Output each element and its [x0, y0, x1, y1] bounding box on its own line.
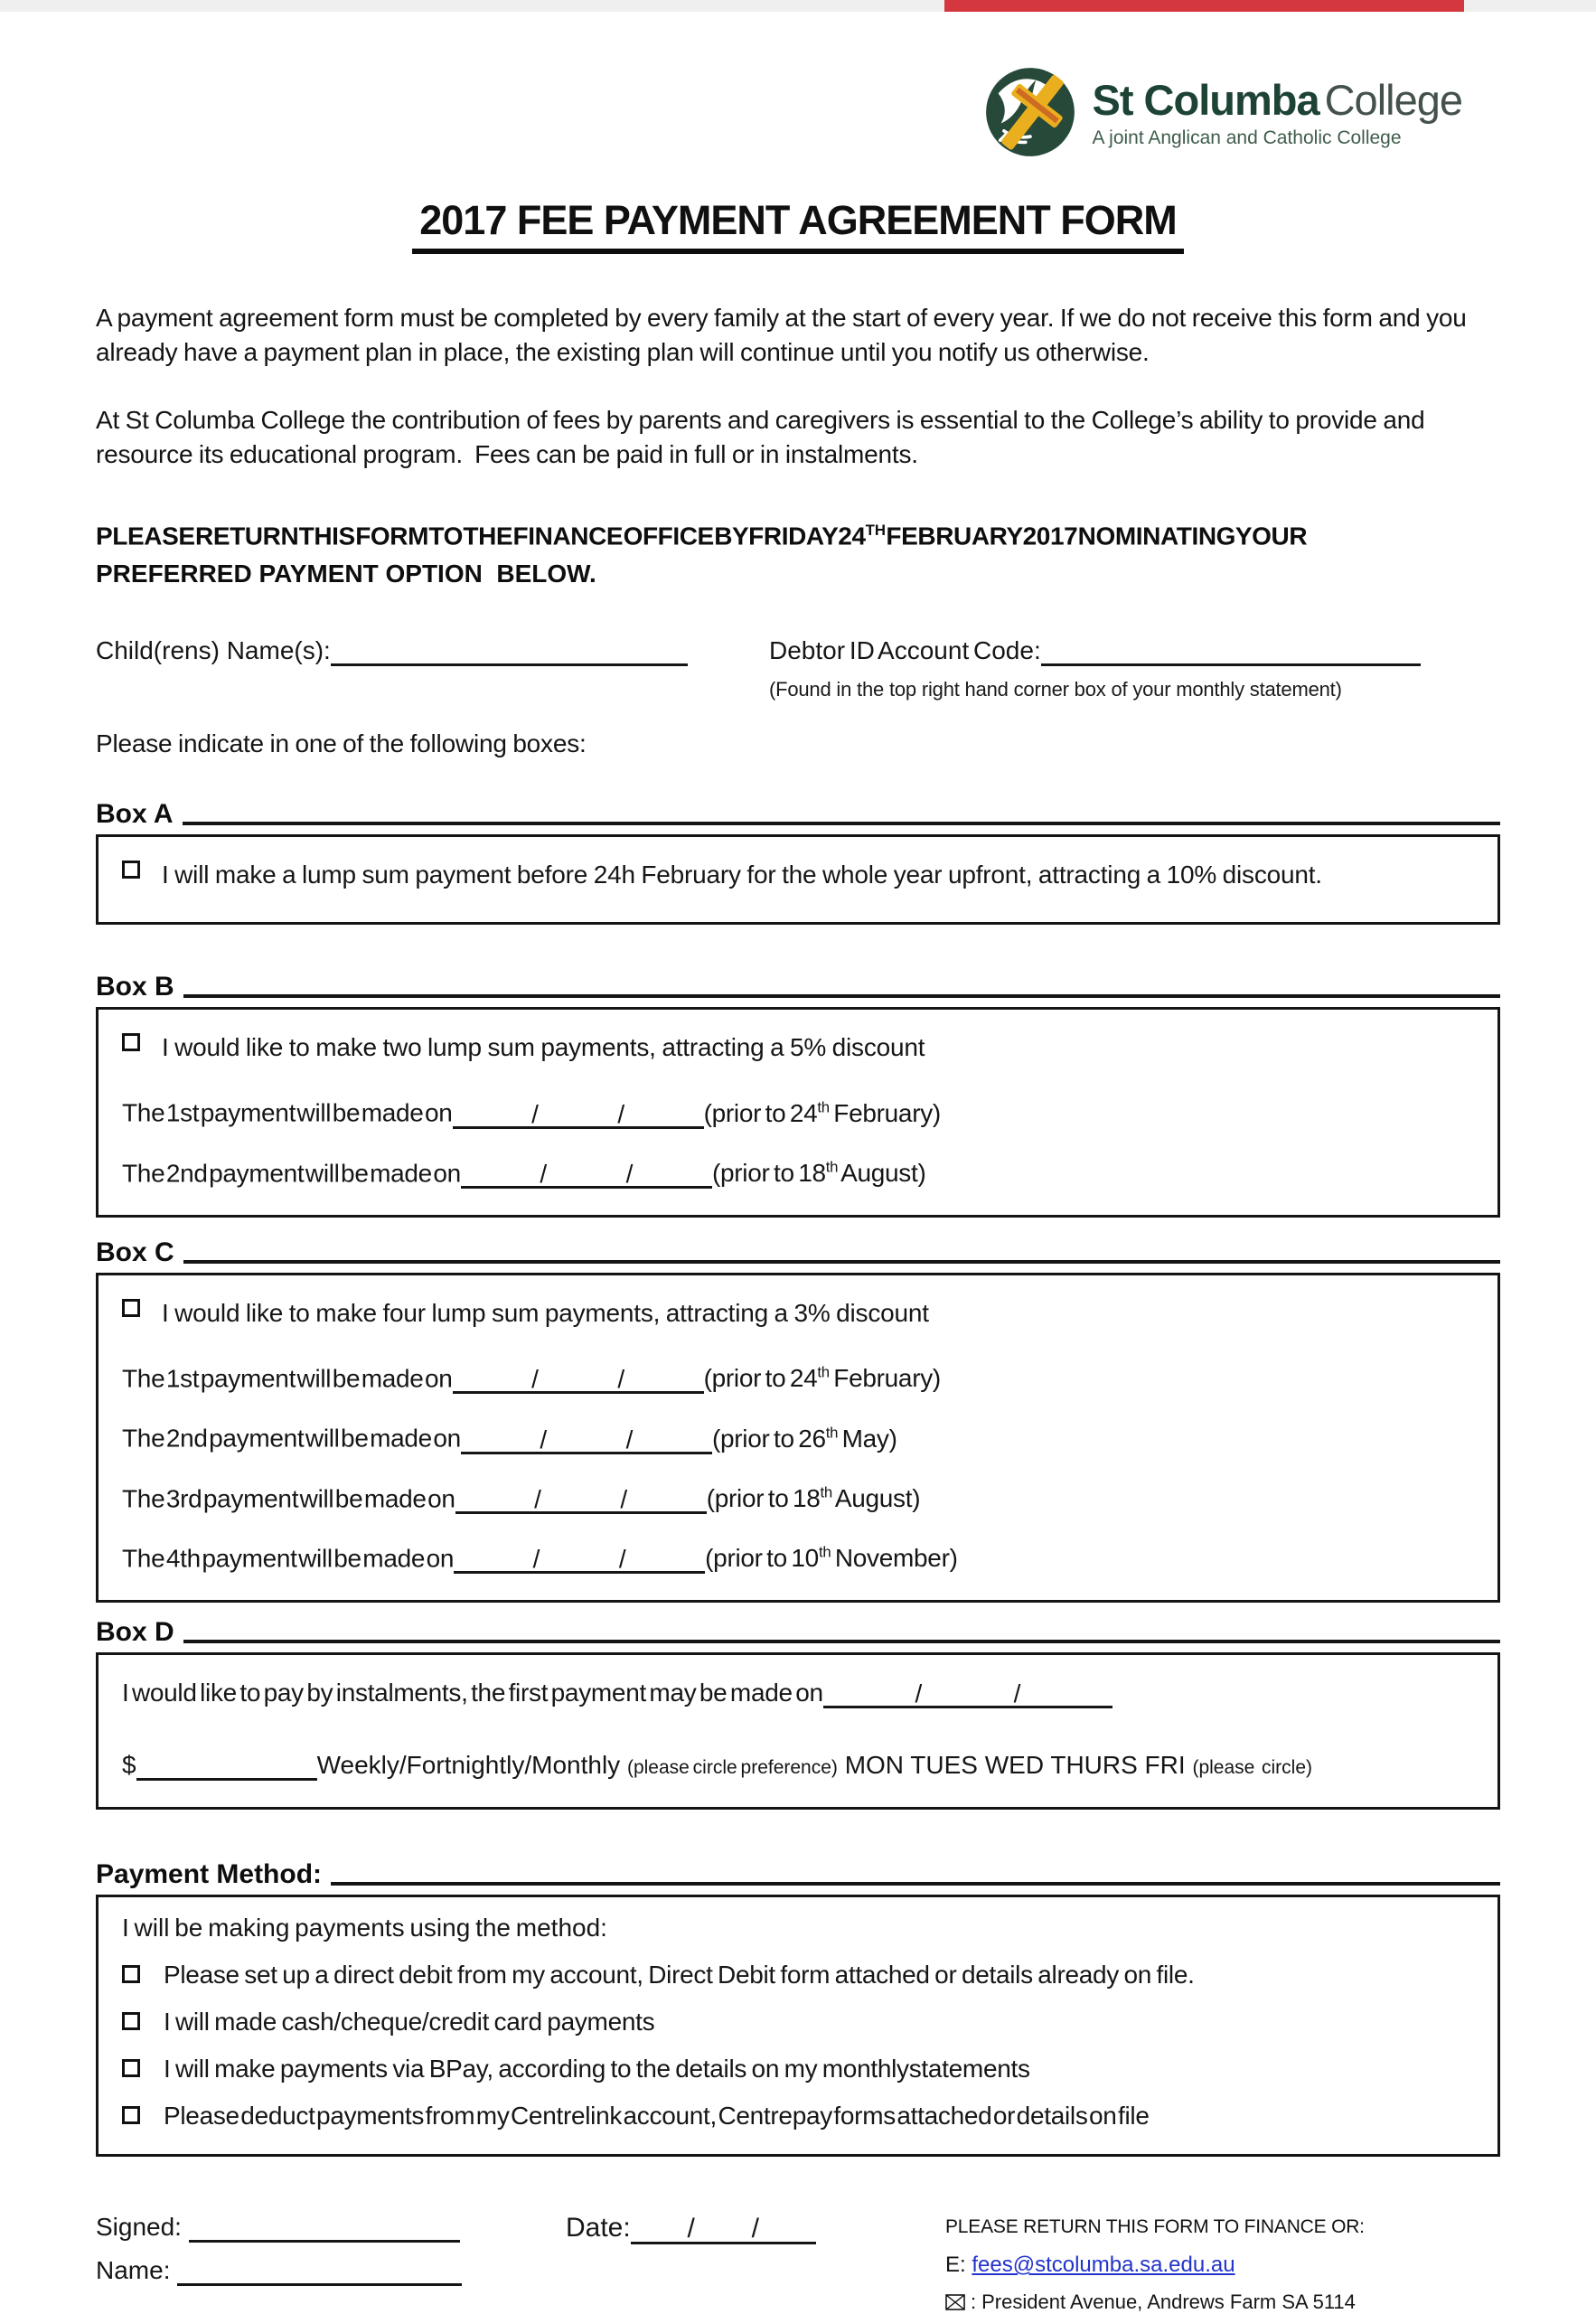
- circle-preference-note: (please circle preference): [626, 1757, 838, 1779]
- signature-section: [96, 2213, 1500, 2314]
- payment-method-box: [96, 1895, 1500, 2157]
- payment-row: The 1st payment will be made on / / (prior to 24th February): [122, 1363, 941, 1394]
- intro-paragraph-1: A payment agreement form must be completed by every family at the start of every year. If we do not receive this form and you already have a payment plan in place, the existing plan will continue until you notify us otherwise.: [96, 304, 1467, 366]
- box-a-option: I will make a lump sum payment before 24h February for the whole year upfront, attracting a 10% discount.: [162, 861, 1322, 889]
- box-b-heading: Box B: [96, 972, 1500, 1002]
- email-link[interactable]: fees@stcolumba.sa.edu.au: [972, 2253, 1235, 2278]
- intro-paragraph-2: At St Columba College the contribution of fees by parents and caregivers is essential to the College’s ability to provide and resource its educational program. Fees can be paid in full or in instalments.: [96, 406, 1425, 468]
- college-logo-icon: [983, 65, 1077, 159]
- prior-note: (prior to 18th August): [711, 1158, 926, 1187]
- date-row: [566, 2213, 945, 2314]
- date-field[interactable]: / /: [455, 1486, 707, 1514]
- heading-rule: [331, 1882, 1500, 1886]
- payment-method-option: [122, 2008, 1474, 2037]
- pm-option-label: I will make payments via BPay, according to the details on my monthlystatements: [164, 2055, 1030, 2084]
- return-note: PLEASE RETURN THIS FORM TO FINANCE OR:: [945, 2216, 1365, 2238]
- heading-rule: [183, 1640, 1500, 1643]
- payment-method-option: [122, 2102, 1474, 2131]
- heading-rule: [183, 822, 1500, 825]
- address-text: President Avenue, Andrews Farm SA 5114: [981, 2290, 1356, 2314]
- payment-row: The 2nd payment will be made on / / (prior to 26th May): [122, 1424, 897, 1453]
- box-c-checkbox[interactable]: [122, 1299, 140, 1317]
- payment-method-heading: Payment Method:: [96, 1859, 1500, 1890]
- frequency-options[interactable]: Weekly/Fortnightly/Monthly: [316, 1751, 621, 1780]
- dollar-sign: $: [122, 1751, 136, 1780]
- debtor-id-label: Debtor ID Account Code:: [769, 636, 1041, 665]
- indicate-instruction: Please indicate in one of the following boxes:: [96, 729, 587, 758]
- centrepay-checkbox[interactable]: [122, 2106, 140, 2124]
- address-prefix: :: [971, 2290, 977, 2314]
- payment-row: The 4th payment will be made on / / (prior to 10th November): [122, 1543, 958, 1574]
- payment-method-option: [122, 1961, 1474, 1989]
- email-row: [945, 2253, 1500, 2278]
- date-label: Date:: [566, 2213, 631, 2243]
- prior-note: (prior to 24th February): [703, 1098, 941, 1127]
- college-name: St Columba College: [1092, 76, 1462, 124]
- bpay-checkbox[interactable]: [122, 2059, 140, 2077]
- date-field[interactable]: / /: [631, 2215, 816, 2244]
- college-logo: [983, 65, 1462, 159]
- payment-row: The 2nd payment will be made on / / (prior to 18th August): [122, 1158, 926, 1188]
- header: [96, 0, 1500, 159]
- date-field[interactable]: / /: [453, 1101, 704, 1129]
- name-label: Name:: [96, 2256, 171, 2285]
- top-red-bar: [944, 0, 1464, 12]
- days-options[interactable]: MON TUES WED THURS FRI: [844, 1751, 1186, 1780]
- box-a-heading: Box A: [96, 799, 1500, 830]
- signature-field[interactable]: [189, 2216, 460, 2243]
- college-logo-text: [1092, 75, 1462, 149]
- prior-note: (prior to 10th November): [705, 1543, 958, 1573]
- payment-method-option: [122, 2055, 1474, 2084]
- prior-note: (prior to 18th August): [706, 1483, 921, 1512]
- prior-note: (prior to 26th May): [711, 1424, 897, 1453]
- pm-option-label: Please deduct payments from my Centrelink account, Centrepay forms attached or details on file: [164, 2102, 1150, 2131]
- date-field[interactable]: / /: [823, 1681, 1113, 1709]
- circle-note: (please circle): [1192, 1757, 1312, 1779]
- payment-method-intro: I will be making payments using the method:: [122, 1914, 607, 1942]
- box-c-heading: Box C: [96, 1237, 1500, 1268]
- prior-note: (prior to 24th February): [703, 1363, 941, 1393]
- date-field[interactable]: / /: [453, 1367, 704, 1395]
- signed-row: [96, 2213, 566, 2242]
- box-a: [96, 834, 1500, 925]
- cash-cheque-checkbox[interactable]: [122, 2012, 140, 2030]
- box-b-checkbox[interactable]: [122, 1033, 140, 1051]
- debtor-note: (Found in the top right hand corner box of your monthly statement): [769, 678, 1342, 701]
- scan-edge-strip: [0, 0, 1596, 12]
- envelope-icon: [945, 2294, 965, 2310]
- pm-option-label: Please set up a direct debit from my account, Direct Debit form attached or details already on file.: [164, 1961, 1195, 1989]
- direct-debit-checkbox[interactable]: [122, 1965, 140, 1983]
- heading-rule: [183, 1260, 1500, 1264]
- box-b: [96, 1007, 1500, 1218]
- address-row: [945, 2290, 1500, 2314]
- date-field[interactable]: / /: [461, 1161, 712, 1189]
- name-field[interactable]: [177, 2260, 462, 2286]
- box-c-option: I would like to make four lump sum payments, attracting a 3% discount: [162, 1298, 929, 1327]
- child-names-label: Child(rens) Name(s):: [96, 636, 331, 665]
- payment-row: The 3rd payment will be made on / / (prior to 18th August): [122, 1483, 921, 1513]
- return-notice: PLEASE RETURN THIS FORM TO THE FINANCE OFFICE BY FRIDAY 24TH FEBRUARY 2017 NOMINATING YOUR PREFERRED PAYMENT OPTION BELOW.: [96, 522, 1308, 588]
- date-field[interactable]: / /: [454, 1547, 705, 1575]
- email-prefix: E:: [945, 2253, 966, 2278]
- debtor-id-field[interactable]: [1041, 640, 1421, 666]
- college-tagline: A joint Anglican and Catholic College: [1092, 127, 1402, 148]
- instalments-line: I would like to pay by instalments, the first payment may be made on / /: [122, 1679, 1474, 1707]
- signed-label: Signed:: [96, 2213, 182, 2242]
- amount-line: [122, 1751, 1474, 1780]
- date-field[interactable]: / /: [461, 1426, 712, 1454]
- payment-row: The 1st payment will be made on / / (prior to 24th February): [122, 1098, 941, 1128]
- amount-field[interactable]: [136, 1754, 317, 1781]
- box-c: [96, 1273, 1500, 1603]
- name-row: [96, 2256, 566, 2285]
- child-names-field[interactable]: [331, 640, 688, 666]
- box-a-checkbox[interactable]: [122, 861, 140, 879]
- heading-rule: [183, 994, 1500, 998]
- pm-option-label: I will made cash/cheque/credit card payments: [164, 2008, 655, 2037]
- box-d-heading: Box D: [96, 1617, 1500, 1648]
- box-b-option: I would like to make two lump sum payments, attracting a 5% discount: [162, 1033, 925, 1062]
- box-d: [96, 1652, 1500, 1810]
- form-title: 2017 FEE PAYMENT AGREEMENT FORM: [412, 197, 1184, 254]
